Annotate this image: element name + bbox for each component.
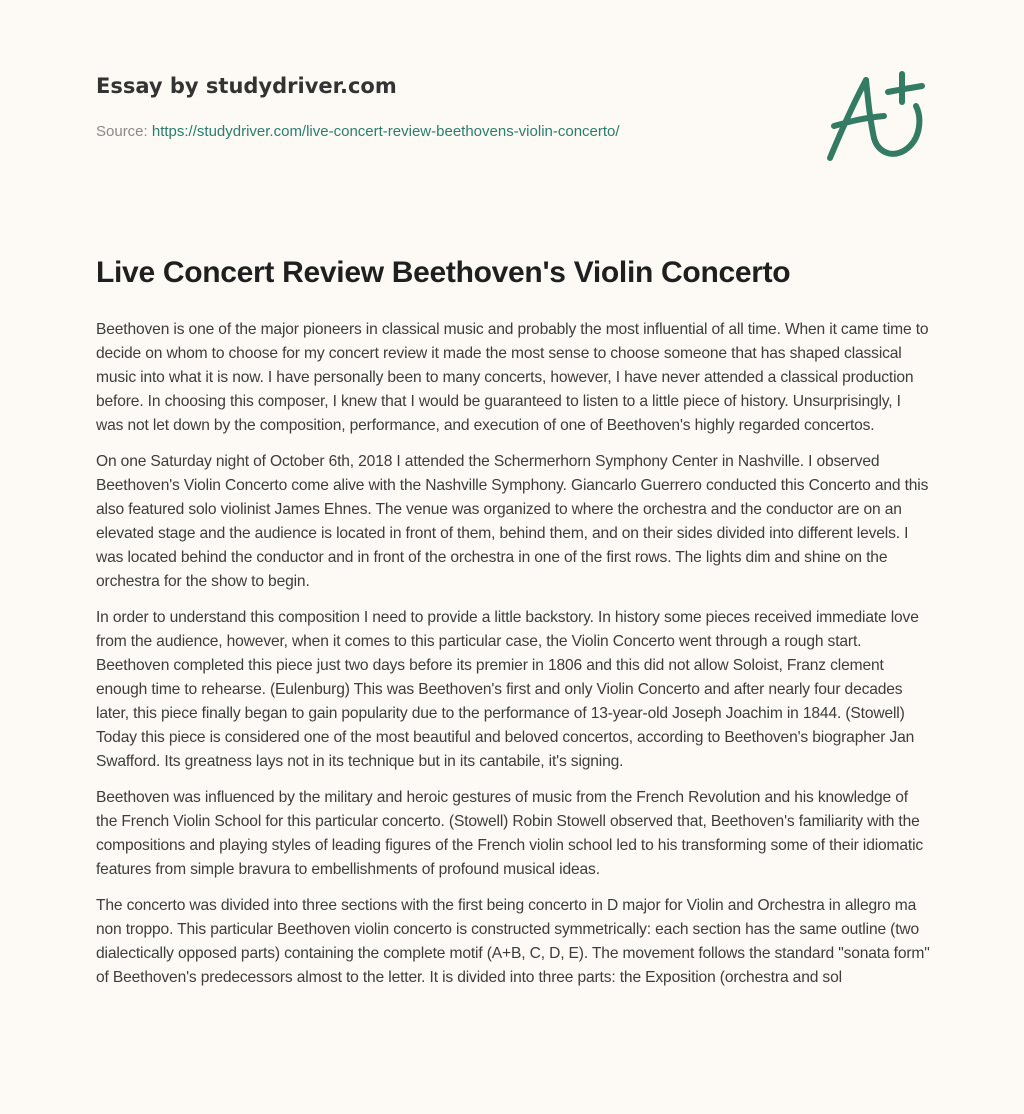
site-title: Essay by studydriver.com	[96, 74, 397, 98]
essay-paragraph: In order to understand this composition I need to provide a little backstory. In history some pieces received immediate love from the audience, however, when it comes to this particular case, the Violin Concerto went through a rough start. Beethoven completed this piece just two days before its premier in 1806 and this did not allow Soloist, Franz clement enough time to rehearse. (Eulenburg) This was Beethoven's first and only Violin Concerto and after nearly four decades later, this piece finally began to gain popularity due to the performance of 13-year-old Joseph Joachim in 1844. (Stowell) Today this piece is considered one of the most beautiful and beloved concertos, according to Beethoven's biographer Jan Swafford. Its greatness lays not in its technique but in its cantabile, it's signing.	[96, 609, 919, 770]
essay-paragraph: The concerto was divided into three sections with the first being concerto in D major for Violin and Orchestra in allegro ma non troppo. This particular Beethoven violin concerto is constructed symmetrically: each section has the same outline (two dialectically opposed parts) containing the complete motif (A+B, C, D, E). The movement follows the standard "sonata form" of Beethoven's predecessors almost to the letter. It is divided into three parts: the Exposition (orchestra and sol	[96, 897, 930, 986]
source-link[interactable]: https://studydriver.com/live-concert-review-beethovens-violin-concerto/	[151, 123, 620, 140]
essay-paragraph: Beethoven was influenced by the military and heroic gestures of music from the French Revolution and his knowledge of the French Violin School for this particular concerto. (Stowell) Robin Stowell observed that, Beethoven's familiarity with the compositions and playing styles of leading figures of the French violin school led to his transforming some of their idiomatic features from simple bravura to embellishments of profound musical ideas.	[96, 789, 924, 878]
source-label: Source:	[96, 123, 152, 140]
essay-article	[96, 256, 932, 1002]
essay-paragraph: Beethoven is one of the major pioneers in classical music and probably the most influential of all time. When it came time to decide on whom to choose for my concert review it made the most sense to choose someone that has shaped classical music into what it is now. I have personally been to many concerts, however, I have never attended a classical production before. In choosing this composer, I knew that I would be guaranteed to listen to a little piece of history. Unsurprisingly, I was not let down by the composition, performance, and execution of one of Beethoven's highly regarded concertos.	[96, 321, 929, 434]
a-plus-grade-icon	[822, 66, 928, 166]
page-header	[96, 74, 796, 140]
source-line	[96, 123, 796, 140]
essay-paragraph: On one Saturday night of October 6th, 2018 I attended the Schermerhorn Symphony Center in Nashville. I observed Beethoven's Violin Concerto come alive with the Nashville Symphony. Giancarlo Guerrero conducted this Concerto and this also featured solo violinist James Ehnes. The venue was organized to where the orchestra and the conductor are on an elevated stage and the audience is located in front of them, behind them, and on their sides divided into different levels. I was located behind the conductor and in front of the orchestra in one of the first rows. The lights dim and shine on the orchestra for the show to begin.	[96, 453, 929, 590]
essay-title: Live Concert Review Beethoven's Violin Concerto	[96, 256, 791, 289]
